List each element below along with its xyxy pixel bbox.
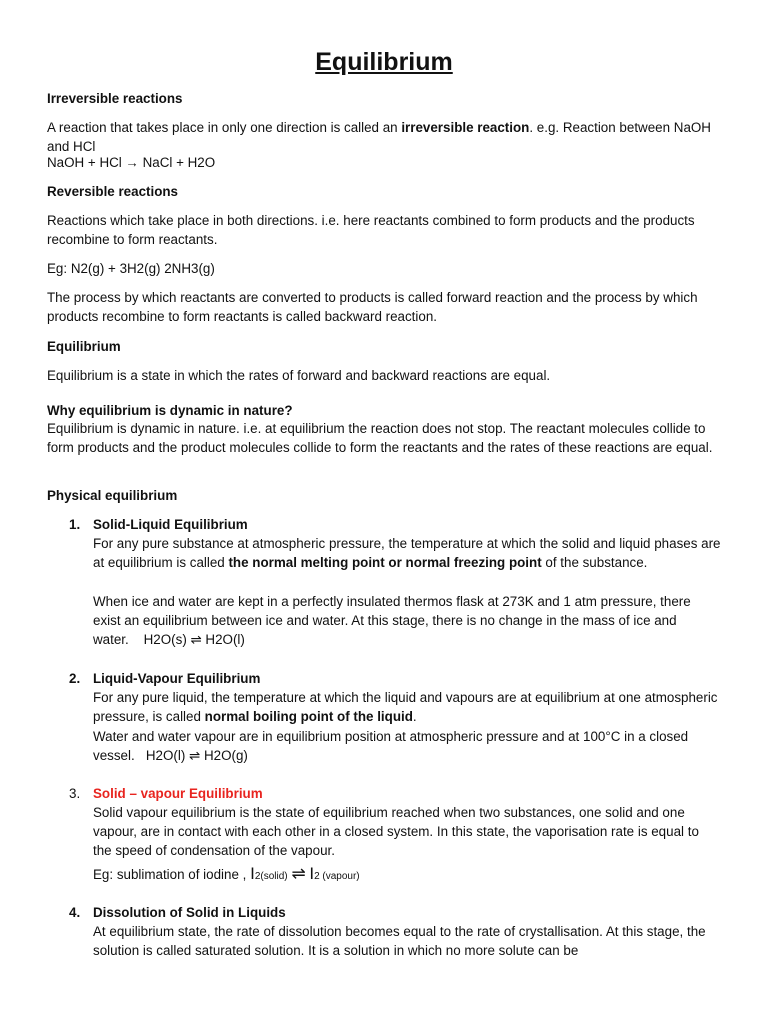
term-boiling-point: normal boiling point of the liquid	[204, 709, 413, 725]
dynamic-explanation: Equilibrium is dynamic in nature. i.e. at equilibrium the reaction does not stop. The reactant molecules collide to form products and the product molecules collide to form the reactants and the rates of these reactions are equal.	[47, 421, 713, 456]
list-paragraph: At equilibrium state, the rate of dissolution becomes equal to the rate of crystallisation. At this stage, the solution is called saturated solution. It is a solution in which no more solute can be	[93, 924, 706, 959]
list-paragraph	[93, 534, 721, 572]
text-segment: A reaction that takes place in only one direction is called an	[47, 120, 402, 135]
term-irreversible-reaction: irreversible reaction	[401, 120, 530, 135]
list-paragraph	[93, 592, 721, 650]
list-heading: Dissolution of Solid in Liquids	[93, 905, 286, 920]
text-segment: Water and water vapour are in equilibrium position at atmospheric pressure and at 100°C in a closed vessel.	[93, 729, 689, 764]
heading-irreversible: Irreversible reactions	[47, 91, 183, 106]
term-melting-point: the normal melting point or normal freezing point	[228, 555, 542, 571]
irreversible-definition	[47, 118, 727, 156]
equation-symbol: I	[250, 864, 255, 883]
list-number: 3.	[69, 786, 81, 801]
text-segment: For any pure substance at atmospheric pressure, the temperature at which the solid and liquid phases are at equilibrium is called	[93, 536, 721, 571]
equilibrium-definition: Equilibrium is a state in which the rates of forward and backward reactions are equal.	[47, 368, 551, 383]
text-segment: For any pure liquid, the temperature at which the liquid and vapours are at equilibrium at one atmospheric pressure, is called	[93, 690, 718, 725]
text-segment: Eg: sublimation of iodine ,	[93, 867, 247, 882]
list-paragraph	[93, 688, 721, 726]
list-heading: Solid – vapour Equilibrium	[93, 786, 263, 801]
text-segment: of the substance.	[541, 555, 648, 571]
equation-subscript: 2 (vapour)	[314, 871, 360, 882]
list-heading: Liquid-Vapour Equilibrium	[93, 671, 261, 686]
list-number: 4.	[69, 905, 81, 920]
list-number: 2.	[69, 671, 81, 686]
text-segment: When ice and water are kept in a perfectly insulated thermos flask at 273K and 1 atm pressure, there exist an equilibrium between ice and water. At this stage, there is no change in the mass of ice and water.	[93, 594, 691, 648]
equilibrium-arrow-icon: ⇌	[291, 864, 306, 883]
list-paragraph: Solid vapour equilibrium is the state of equilibrium reached when two substances, one solid and one vapour, are in contact with each other in a closed system. In this state, the vaporisation rate is equal to the speed of condensation of the vapour.	[93, 805, 699, 859]
text-segment: .	[412, 709, 417, 725]
list-paragraph	[93, 727, 721, 765]
reversible-definition: Reactions which take place in both directions. i.e. here reactants combined to form products and the products recombine to form reactants.	[47, 213, 695, 248]
reversible-example: Eg: N2(g) + 3H2(g) 2NH3(g)	[47, 261, 215, 276]
heading-reversible: Reversible reactions	[47, 184, 178, 199]
equation: H2O(l) ⇌ H2O(g)	[145, 748, 248, 764]
irreversible-equation: NaOH + HCl → NaCl + H2O	[47, 155, 216, 170]
list-heading: Solid-Liquid Equilibrium	[93, 517, 248, 532]
equation-symbol: I	[309, 864, 315, 883]
reversible-process: The process by which reactants are converted to products is called forward reaction and the process by which products recombine to form reactants is called backward reaction.	[47, 290, 698, 325]
list-number: 1.	[69, 517, 81, 532]
equation: H2O(s) ⇌ H2O(l)	[143, 632, 245, 648]
page-title: Equilibrium	[315, 48, 453, 76]
list-example	[93, 864, 721, 886]
heading-equilibrium: Equilibrium	[47, 339, 121, 354]
heading-dynamic: Why equilibrium is dynamic in nature?	[47, 403, 293, 418]
equation-subscript: 2(solid)	[254, 871, 288, 882]
heading-physical-equilibrium: Physical equilibrium	[47, 488, 178, 503]
text-segment: . e.g. Reaction between NaOH and HCl	[47, 120, 711, 155]
